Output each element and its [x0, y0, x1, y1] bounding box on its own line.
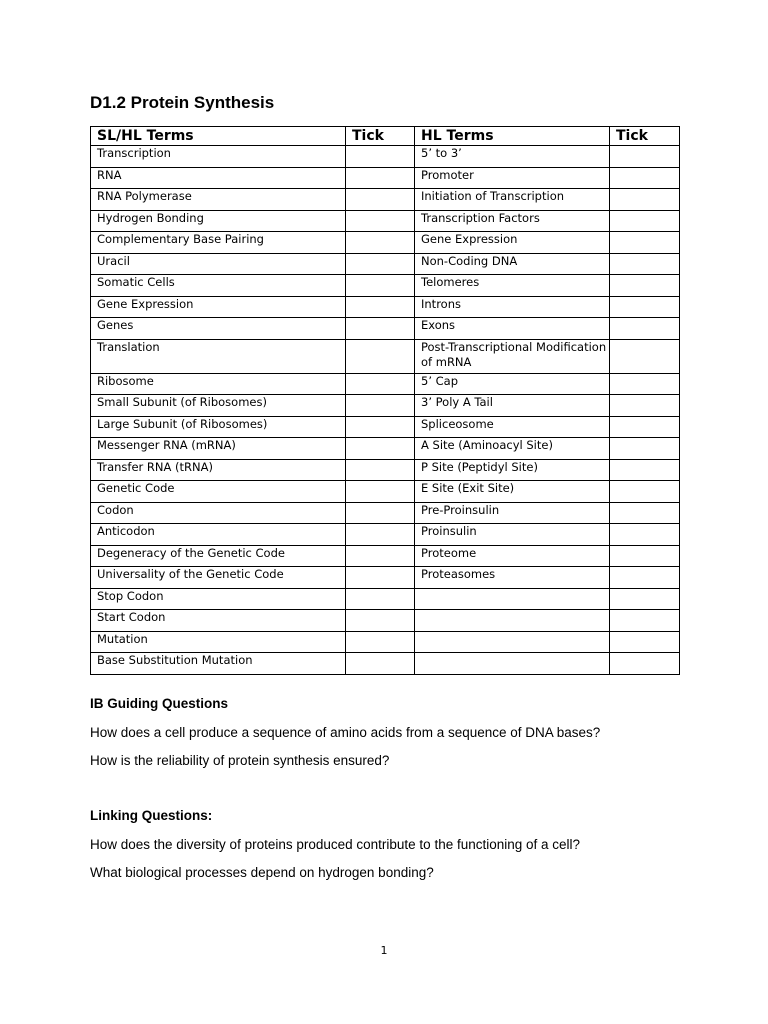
hl-term-cell: Proteome — [415, 545, 610, 567]
tick-cell[interactable] — [610, 545, 680, 567]
tick-cell[interactable] — [346, 167, 415, 189]
sl-hl-term-cell: Genetic Code — [91, 481, 346, 503]
hl-term-cell: 5’ Cap — [415, 373, 610, 395]
sl-hl-term-cell: Uracil — [91, 253, 346, 275]
sl-hl-term-cell: Somatic Cells — [91, 275, 346, 297]
tick-cell[interactable] — [346, 416, 415, 438]
tick-cell[interactable] — [346, 524, 415, 546]
tick-cell[interactable] — [346, 395, 415, 417]
hl-term-cell: Proinsulin — [415, 524, 610, 546]
tick-cell[interactable] — [346, 296, 415, 318]
guiding-question: How is the reliability of protein synthesis ensured? — [90, 753, 390, 768]
sl-hl-term-cell: Hydrogen Bonding — [91, 210, 346, 232]
hl-term-cell — [415, 631, 610, 653]
sl-hl-term-cell: Ribosome — [91, 373, 346, 395]
tick-cell[interactable] — [346, 438, 415, 460]
tick-cell[interactable] — [610, 167, 680, 189]
table-row — [91, 373, 680, 395]
table-row — [91, 189, 680, 211]
tick-cell[interactable] — [610, 459, 680, 481]
hl-term-cell: Post-Transcriptional Modification of mRNA — [415, 339, 610, 373]
table-row — [91, 545, 680, 567]
tick-cell[interactable] — [610, 567, 680, 589]
table-row — [91, 524, 680, 546]
sl-hl-term-cell: Universality of the Genetic Code — [91, 567, 346, 589]
sl-hl-term-cell: Stop Codon — [91, 588, 346, 610]
table-row — [91, 253, 680, 275]
sl-hl-term-cell: Start Codon — [91, 610, 346, 632]
tick-cell[interactable] — [610, 296, 680, 318]
table-row — [91, 631, 680, 653]
tick-cell[interactable] — [610, 416, 680, 438]
tick-cell[interactable] — [610, 189, 680, 211]
hl-term-cell: A Site (Aminoacyl Site) — [415, 438, 610, 460]
linking-question: How does the diversity of proteins produced contribute to the functioning of a cell? — [90, 837, 581, 852]
header-hl-terms: HL Terms — [415, 127, 610, 146]
hl-term-cell: Promoter — [415, 167, 610, 189]
tick-cell[interactable] — [610, 146, 680, 168]
tick-cell[interactable] — [346, 232, 415, 254]
tick-cell[interactable] — [610, 210, 680, 232]
page-number: 1 — [380, 944, 388, 957]
sl-hl-term-cell: RNA — [91, 167, 346, 189]
hl-term-cell — [415, 653, 610, 675]
tick-cell[interactable] — [346, 253, 415, 275]
tick-cell[interactable] — [346, 653, 415, 675]
tick-cell[interactable] — [610, 373, 680, 395]
hl-term-cell: Spliceosome — [415, 416, 610, 438]
table-row — [91, 567, 680, 589]
tick-cell[interactable] — [610, 339, 680, 373]
tick-cell[interactable] — [346, 545, 415, 567]
sl-hl-term-cell: Anticodon — [91, 524, 346, 546]
hl-term-cell: 3’ Poly A Tail — [415, 395, 610, 417]
sl-hl-term-cell: Gene Expression — [91, 296, 346, 318]
table-row — [91, 146, 680, 168]
guiding-question: How does a cell produce a sequence of amino acids from a sequence of DNA bases? — [90, 725, 601, 740]
tick-cell[interactable] — [346, 631, 415, 653]
tick-cell[interactable] — [346, 481, 415, 503]
table-row — [91, 318, 680, 340]
tick-cell[interactable] — [610, 438, 680, 460]
terms-table — [90, 126, 680, 675]
sl-hl-term-cell: Transcription — [91, 146, 346, 168]
hl-term-cell: Transcription Factors — [415, 210, 610, 232]
hl-term-cell: Proteasomes — [415, 567, 610, 589]
header-sl-hl-terms: SL/HL Terms — [91, 127, 346, 146]
hl-term-cell: E Site (Exit Site) — [415, 481, 610, 503]
table-row — [91, 339, 680, 373]
hl-term-cell: Gene Expression — [415, 232, 610, 254]
table-row — [91, 481, 680, 503]
sl-hl-term-cell: Messenger RNA (mRNA) — [91, 438, 346, 460]
tick-cell[interactable] — [610, 524, 680, 546]
table-row — [91, 459, 680, 481]
sl-hl-term-cell: RNA Polymerase — [91, 189, 346, 211]
hl-term-cell: Non-Coding DNA — [415, 253, 610, 275]
sl-hl-term-cell: Large Subunit (of Ribosomes) — [91, 416, 346, 438]
sl-hl-term-cell: Small Subunit (of Ribosomes) — [91, 395, 346, 417]
table-row — [91, 167, 680, 189]
table-row — [91, 275, 680, 297]
sl-hl-term-cell: Translation — [91, 339, 346, 373]
hl-term-cell: Exons — [415, 318, 610, 340]
hl-term-cell — [415, 610, 610, 632]
tick-cell[interactable] — [610, 631, 680, 653]
tick-cell[interactable] — [346, 373, 415, 395]
tick-cell[interactable] — [346, 146, 415, 168]
sl-hl-term-cell: Degeneracy of the Genetic Code — [91, 545, 346, 567]
tick-cell[interactable] — [610, 395, 680, 417]
hl-term-cell: P Site (Peptidyl Site) — [415, 459, 610, 481]
sl-hl-term-cell: Transfer RNA (tRNA) — [91, 459, 346, 481]
tick-cell[interactable] — [346, 502, 415, 524]
tick-cell[interactable] — [346, 610, 415, 632]
table-row — [91, 438, 680, 460]
tick-cell[interactable] — [346, 567, 415, 589]
tick-cell[interactable] — [346, 339, 415, 373]
hl-term-cell — [415, 588, 610, 610]
tick-cell[interactable] — [346, 189, 415, 211]
tick-cell[interactable] — [610, 481, 680, 503]
table-row — [91, 210, 680, 232]
hl-term-cell: Introns — [415, 296, 610, 318]
linking-question: What biological processes depend on hydrogen bonding? — [90, 865, 434, 880]
hl-term-cell: Pre-Proinsulin — [415, 502, 610, 524]
table-row — [91, 416, 680, 438]
sl-hl-term-cell: Base Substitution Mutation — [91, 653, 346, 675]
table-row — [91, 502, 680, 524]
hl-term-cell: 5’ to 3’ — [415, 146, 610, 168]
sl-hl-term-cell: Codon — [91, 502, 346, 524]
header-tick-1: Tick — [346, 127, 415, 146]
guiding-questions-heading: IB Guiding Questions — [90, 696, 228, 711]
sl-hl-term-cell: Genes — [91, 318, 346, 340]
tick-cell[interactable] — [610, 588, 680, 610]
table-row — [91, 296, 680, 318]
table-row — [91, 395, 680, 417]
page-title: D1.2 Protein Synthesis — [90, 93, 275, 112]
tick-cell[interactable] — [610, 275, 680, 297]
tick-cell[interactable] — [346, 275, 415, 297]
table-row — [91, 653, 680, 675]
tick-cell[interactable] — [610, 232, 680, 254]
hl-term-cell: Telomeres — [415, 275, 610, 297]
sl-hl-term-cell: Complementary Base Pairing — [91, 232, 346, 254]
tick-cell[interactable] — [610, 610, 680, 632]
tick-cell[interactable] — [610, 318, 680, 340]
tick-cell[interactable] — [610, 502, 680, 524]
header-tick-2: Tick — [610, 127, 680, 146]
hl-term-cell: Initiation of Transcription — [415, 189, 610, 211]
tick-cell[interactable] — [346, 459, 415, 481]
table-header-row — [91, 127, 680, 146]
tick-cell[interactable] — [346, 318, 415, 340]
tick-cell[interactable] — [346, 588, 415, 610]
table-row — [91, 610, 680, 632]
sl-hl-term-cell: Mutation — [91, 631, 346, 653]
tick-cell[interactable] — [610, 653, 680, 675]
tick-cell[interactable] — [346, 210, 415, 232]
table-row — [91, 588, 680, 610]
tick-cell[interactable] — [610, 253, 680, 275]
table-row — [91, 232, 680, 254]
linking-questions-heading: Linking Questions: — [90, 808, 213, 823]
